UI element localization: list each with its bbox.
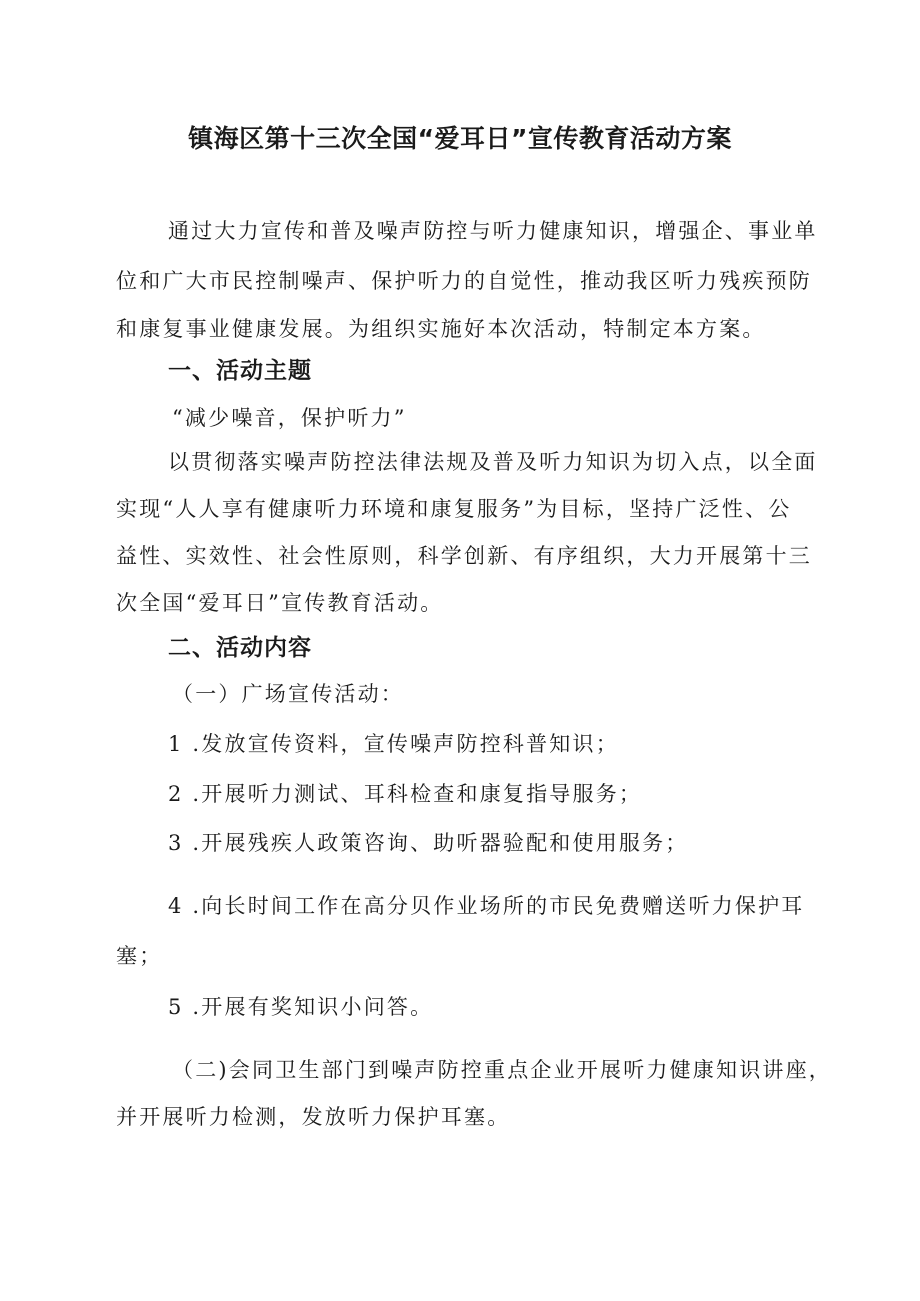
list-item-5: 5 .开展有奖知识小问答。 [168, 995, 434, 1019]
section-1-line-2: 实现“人人享有健康听力环境和康复服务”为目标，坚持广泛性、公 [116, 497, 792, 521]
section-2-sub-2-line-1: （二)会同卫生部门到噪声防控重点企业开展听力健康知识讲座， [172, 1058, 832, 1082]
section-1-heading: 一、活动主题 [168, 358, 312, 384]
section-2-sub-2-line-2: 并开展听力检测，发放听力保护耳塞。 [116, 1105, 511, 1129]
list-item-2: 2 .开展听力测试、耳科检查和康复指导服务； [168, 782, 643, 806]
document-title: 镇海区第十三次全国“爱耳日”宣传教育活动方案 [188, 124, 732, 153]
section-1-theme: “减少噪音，保护听力” [172, 406, 407, 430]
list-item-4-line-2: 塞； [116, 944, 163, 968]
intro-line-3: 和康复事业健康发展。为组织实施好本次活动，特制定本方案。 [116, 317, 766, 341]
list-item-3: 3 .开展残疾人政策咨询、助听器验配和使用服务； [168, 831, 689, 855]
section-1-line-3: 益性、实效性、社会性原则，科学创新、有序组织，大力开展第十三 [116, 544, 812, 568]
section-2-heading: 二、活动内容 [168, 635, 312, 661]
section-1-line-1: 以贯彻落实噪声防控法律法规及普及听力知识为切入点，以全面 [168, 450, 818, 474]
list-item-4-line-1: 4 .向长时间工作在高分贝作业场所的市民免费赠送听力保护耳 [168, 894, 805, 918]
intro-line-2: 位和广大市民控制噪声、保护听力的自觉性，推动我区听力残疾预防 [116, 269, 812, 293]
intro-line-1: 通过大力宣传和普及噪声防控与听力健康知识，增强企、事业单 [168, 219, 818, 243]
section-1-line-4: 次全国“爱耳日”宣传教育活动。 [116, 591, 444, 615]
list-item-1: 1 .发放宣传资料，宣传噪声防控科普知识； [168, 732, 619, 756]
section-2-sub-1: （一）广场宣传活动： [172, 682, 404, 706]
